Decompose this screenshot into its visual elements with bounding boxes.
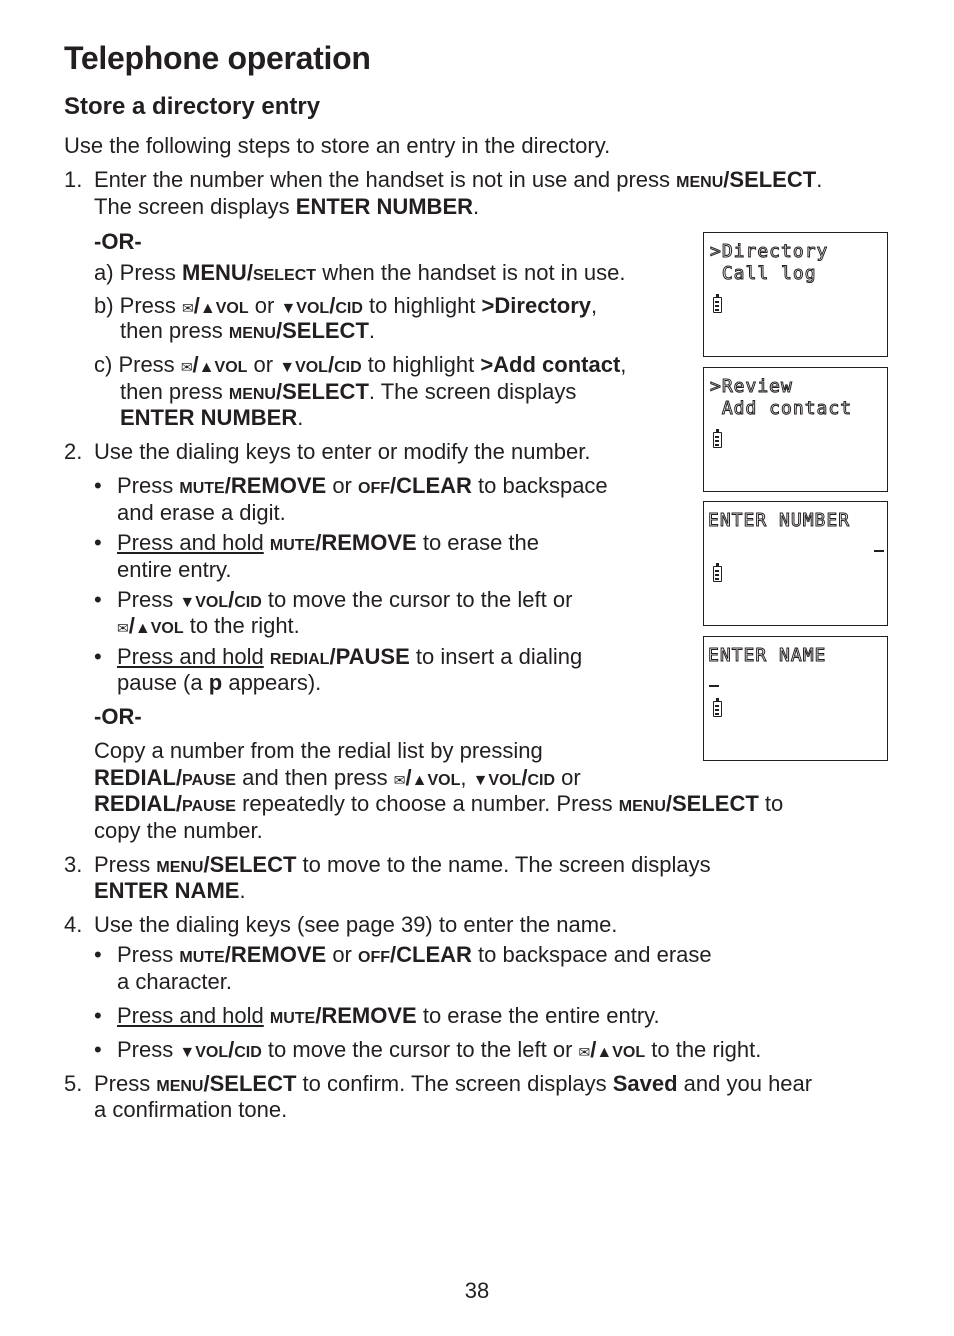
bullet-erase-line1: Press and hold MUTE/REMOVE to erase the — [117, 530, 540, 555]
envelope-icon: ✉ — [180, 359, 193, 375]
substep-a: a) Press MENU/SELECT when the handset is not in use. — [94, 260, 626, 285]
step-4-number: 4. — [64, 912, 83, 937]
bullet-dot: • — [94, 942, 102, 967]
bullet-erase-line2: entire entry. — [117, 557, 232, 582]
up-triangle-icon: ▲ — [199, 300, 216, 317]
bullet-backspace-line1: Press MUTE/REMOVE or OFF/CLEAR to backspace — [117, 473, 608, 498]
step-5-line2: a confirmation tone. — [94, 1097, 288, 1122]
down-triangle-icon: ▼ — [280, 300, 297, 317]
or-divider-2: -OR- — [94, 704, 142, 729]
lcd-line-1: ENTER NAME — [708, 645, 827, 666]
down-triangle-icon: ▼ — [179, 594, 196, 611]
step-1-line2: The screen displays ENTER NUMBER. — [94, 194, 480, 219]
bullet-backspace-line2: and erase a digit. — [117, 500, 286, 525]
envelope-icon: ✉ — [578, 1044, 591, 1060]
bullet-cursor-line2: ✉/▲VOL to the right. — [117, 613, 300, 642]
substep-c-line2: then press MENU/SELECT. The screen displays — [120, 379, 577, 404]
down-triangle-icon: ▼ — [279, 359, 296, 376]
up-triangle-icon: ▲ — [596, 1044, 613, 1061]
copy-line1: Copy a number from the redial list by pressing — [94, 738, 543, 763]
envelope-icon: ✉ — [182, 300, 194, 316]
bullet-cursor-line1: Press ▼VOL/CID to move the cursor to the left or — [117, 587, 572, 616]
bullet-dot: • — [94, 530, 102, 555]
bullet-dot: • — [94, 587, 102, 612]
section-heading: Store a directory entry — [64, 93, 321, 120]
lcd-line-2: Add contact — [710, 398, 853, 419]
battery-icon — [713, 566, 722, 582]
lcd-line-1: ENTER NUMBER — [708, 510, 851, 531]
bullet-backspace-char-line1: Press MUTE/REMOVE or OFF/CLEAR to backspace and erase — [117, 942, 712, 967]
bullet-backspace-char-line2: a character. — [117, 969, 232, 994]
envelope-icon: ✉ — [393, 772, 406, 788]
bullet-pause-line2: pause (a p appears). — [117, 670, 322, 695]
copy-line4: copy the number. — [94, 818, 263, 843]
down-triangle-icon: ▼ — [472, 772, 489, 789]
step-3-line2: ENTER NAME. — [94, 878, 246, 903]
lcd-screen-directory — [703, 232, 888, 357]
up-triangle-icon: ▲ — [198, 359, 215, 376]
step-3-number: 3. — [64, 852, 83, 877]
text-cursor — [709, 685, 719, 687]
step-4-text: Use the dialing keys (see page 39) to enter the name. — [94, 912, 618, 937]
lcd-line-1: >Directory — [710, 241, 829, 262]
step-1-line1: Enter the number when the handset is not in use and press MENU/SELECT. — [94, 167, 823, 192]
step-2-number: 2. — [64, 439, 83, 464]
battery-icon — [713, 701, 722, 717]
battery-icon — [713, 297, 722, 313]
lcd-screen-enter-number — [703, 501, 888, 626]
bullet-dot: • — [94, 644, 102, 669]
lcd-line-1: >Review — [710, 376, 793, 397]
bullet-cursor-name: Press ▼VOL/CID to move the cursor to the left or ✉/▲VOL to the right. — [117, 1037, 761, 1066]
substep-b-line1: b) Press ✉/▲VOL or ▼VOL/CID to highlight >Directory, — [94, 293, 597, 322]
bullet-erase-entire: Press and hold MUTE/REMOVE to erase the entire entry. — [117, 1003, 660, 1028]
copy-line2: REDIAL/PAUSE and then press ✉/▲VOL, ▼VOL/CID or — [94, 765, 581, 794]
bullet-pause-line1: Press and hold REDIAL/PAUSE to insert a dialing — [117, 644, 583, 669]
down-triangle-icon: ▼ — [179, 1044, 196, 1061]
substep-c-line3: ENTER NUMBER. — [120, 405, 304, 430]
substep-c-line1: c) Press ✉/▲VOL or ▼VOL/CID to highlight >Add contact, — [94, 352, 626, 381]
envelope-icon: ✉ — [117, 620, 129, 636]
lcd-screen-enter-name — [703, 636, 888, 761]
page-title: Telephone operation — [64, 40, 371, 76]
step-5-number: 5. — [64, 1071, 83, 1096]
lcd-line-2: Call log — [710, 263, 817, 284]
bullet-dot: • — [94, 1037, 102, 1062]
step-5-line1: Press MENU/SELECT to confirm. The screen displays Saved and you hear — [94, 1071, 813, 1096]
battery-icon — [713, 432, 722, 448]
intro-text: Use the following steps to store an entry in the directory. — [64, 133, 611, 158]
bullet-dot: • — [94, 473, 102, 498]
copy-line3: REDIAL/PAUSE repeatedly to choose a number. Press MENU/SELECT to — [94, 791, 784, 816]
text-cursor — [874, 550, 884, 552]
page-number: 38 — [464, 1278, 490, 1303]
up-triangle-icon: ▲ — [411, 772, 428, 789]
lcd-screen-add-contact — [703, 367, 888, 492]
step-1-number: 1. — [64, 167, 83, 192]
bullet-dot: • — [94, 1003, 102, 1028]
up-triangle-icon: ▲ — [134, 620, 151, 637]
substep-b-line2: then press MENU/SELECT. — [120, 318, 376, 343]
step-2-text: Use the dialing keys to enter or modify the number. — [94, 439, 591, 464]
or-divider-1: -OR- — [94, 229, 142, 254]
step-3-line1: Press MENU/SELECT to move to the name. The screen displays — [94, 852, 711, 877]
